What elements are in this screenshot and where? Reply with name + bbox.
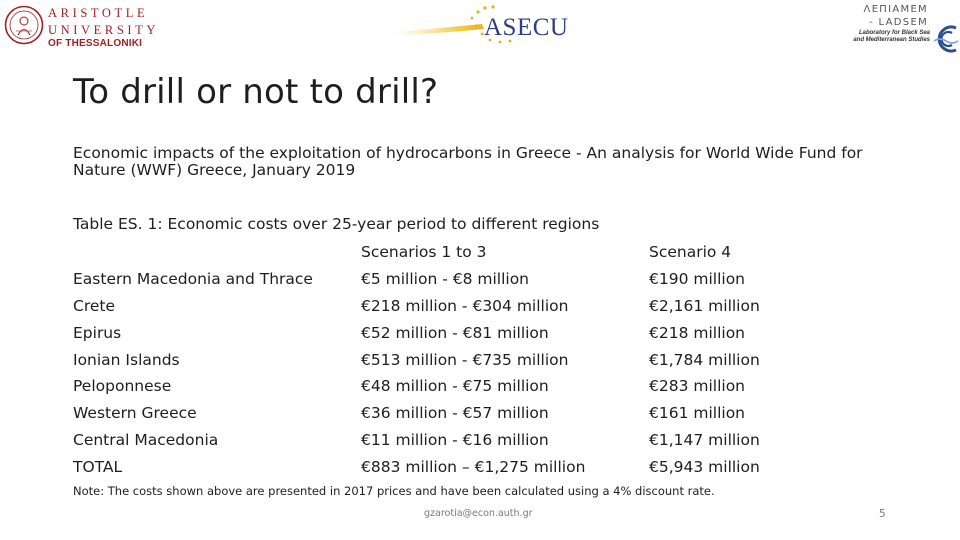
scenarios-1-3-cell: €5 million - €8 million [361, 270, 530, 289]
table-row [73, 266, 809, 293]
region-cell: Central Macedonia [73, 430, 219, 449]
university-name-line3: OF THESSALONIKI [48, 38, 143, 49]
table-note: Note: The costs shown above are presented in 2017 prices and have been calculated using a 4% discount rate. [73, 484, 715, 498]
slide-subtitle: Economic impacts of the exploitation of hydrocarbons in Greece - An analysis for World Wide Fund for Nature (WWF) Greece, January 2019 [73, 144, 863, 179]
header-region [73, 239, 361, 266]
region-cell: Ionian Islands [73, 350, 180, 369]
slide-title: To drill or not to drill? [73, 72, 439, 112]
table-caption: Table ES. 1: Economic costs over 25-year period to different regions [73, 215, 600, 233]
table-row [73, 373, 809, 400]
aristotle-university-logo [2, 3, 159, 49]
university-name-line1: ARISTOTLE [48, 6, 149, 20]
university-seal-icon [4, 5, 44, 45]
header-scenario-4: Scenario 4 [649, 243, 732, 262]
ladsem-name: - LADSEM [869, 17, 928, 28]
scenario-4-cell: €218 million [649, 323, 746, 342]
scenario-4-cell: €283 million [649, 377, 746, 396]
ladsem-wave-icon [930, 24, 958, 54]
table-row [73, 319, 809, 346]
scenarios-1-3-cell: €218 million - €304 million [361, 296, 569, 315]
footer-email: gzarotia@econ.auth.gr [424, 508, 533, 519]
region-cell: Epirus [73, 323, 122, 342]
scenarios-1-3-cell: €513 million - €735 million [361, 350, 569, 369]
scenarios-1-3-cell: €11 million - €16 million [361, 430, 549, 449]
asecu-wordmark: ASECU [484, 14, 569, 41]
region-cell: Crete [73, 296, 116, 315]
ladsem-logo [842, 0, 958, 58]
table-row [73, 346, 809, 373]
region-cell: Western Greece [73, 404, 197, 423]
ladsem-subtitle: Laboratory for Black Sea and Mediterranean Studies [853, 30, 930, 43]
header-scenarios-1-3: Scenarios 1 to 3 [361, 243, 487, 262]
scenarios-1-3-cell: €36 million - €57 million [361, 404, 549, 423]
scenarios-1-3-cell: €52 million - €81 million [361, 323, 549, 342]
scenario-4-cell: €2,161 million [649, 296, 760, 315]
page-number: 5 [879, 508, 886, 520]
scenarios-1-3-cell: €883 million – €1,275 million [361, 457, 586, 476]
university-name-line2: UNIVERSITY [48, 22, 159, 37]
scenario-4-cell: €190 million [649, 270, 746, 289]
region-cell: TOTAL [73, 457, 123, 476]
scenario-4-cell: €5,943 million [649, 457, 760, 476]
costs-table [73, 239, 809, 480]
ladsem-greek-name: ΛΕΠΙΑΜΕΜ [863, 4, 928, 15]
region-cell: Eastern Macedonia and Thrace [73, 270, 313, 289]
scenario-4-cell: €1,784 million [649, 350, 760, 369]
region-cell: Peloponnese [73, 377, 172, 396]
asecu-logo [392, 2, 567, 48]
table-header-row [73, 239, 809, 266]
scenario-4-cell: €1,147 million [649, 430, 760, 449]
scenario-4-cell: €161 million [649, 404, 746, 423]
table-row [73, 427, 809, 454]
table-total-row [73, 453, 809, 480]
table-row [73, 293, 809, 320]
table-row [73, 400, 809, 427]
scenarios-1-3-cell: €48 million - €75 million [361, 377, 549, 396]
